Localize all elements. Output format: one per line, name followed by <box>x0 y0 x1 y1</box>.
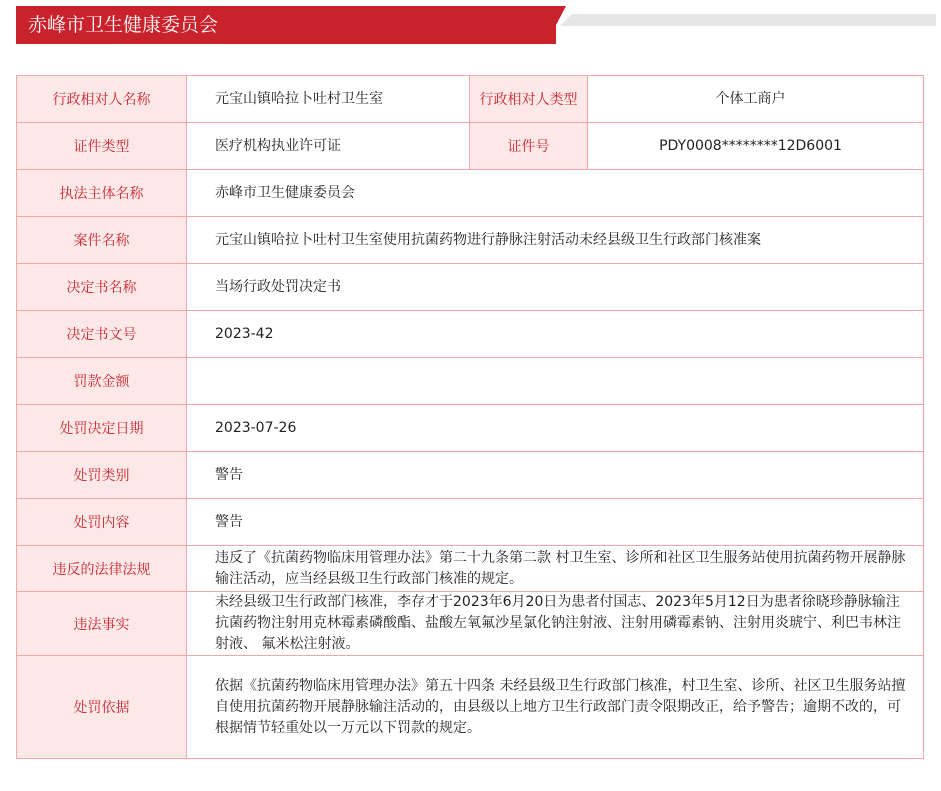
violated-law-value: 违反了《抗菌药物临床用管理办法》第二十九条第二款 村卫生室、诊所和社区卫生服务站使用抗菌药物开展静脉输注活动，应当经县级卫生行政部门核准的规定。 <box>187 546 924 592</box>
basis-value: 依据《抗菌药物临床用管理办法》第五十四条 未经县级卫生行政部门核准，村卫生室、诊所、社区卫生服务站擅自使用抗菌药物开展静脉输注活动的，由县级以上地方卫生行政部门责令限期改正，给予警告；逾期不改的，可根据情节轻重处以一万元以下罚款的规定。 <box>187 656 924 759</box>
table-row <box>17 76 924 123</box>
penalty-content-value: 警告 <box>187 499 924 546</box>
page-title-banner <box>16 6 556 44</box>
table-row <box>17 264 924 311</box>
enforcer-label: 执法主体名称 <box>17 170 187 217</box>
table-row <box>17 499 924 546</box>
party-name-value: 元宝山镇哈拉卜吐村卫生室 <box>187 76 470 123</box>
fine-value <box>187 358 924 405</box>
table-row <box>17 170 924 217</box>
table-row <box>17 405 924 452</box>
page-title: 赤峰市卫生健康委员会 <box>28 14 219 36</box>
table-row <box>17 217 924 264</box>
decision-date-value: 2023-07-26 <box>187 405 924 452</box>
cert-type-value: 医疗机构执业许可证 <box>187 123 470 170</box>
penalty-info-table <box>16 75 924 759</box>
decision-name-value: 当场行政处罚决定书 <box>187 264 924 311</box>
party-name-label: 行政相对人名称 <box>17 76 187 123</box>
enforcer-value: 赤峰市卫生健康委员会 <box>187 170 924 217</box>
table-row <box>17 452 924 499</box>
facts-value: 未经县级卫生行政部门核准，李存才于2023年6月20日为患者付国志、2023年5月12日为患者徐晓珍静脉输注抗菌药物注射用克林霉素磷酸酯、盐酸左氧氟沙星氯化钠注射液、注射用磷霉素钠、注射用炎琥宁、利巴韦林注射液、 氟米松注射液。 <box>187 592 924 656</box>
table-row <box>17 546 924 592</box>
table-row <box>17 656 924 759</box>
decision-name-label: 决定书名称 <box>17 264 187 311</box>
violated-law-label: 违反的法律法规 <box>17 546 187 592</box>
penalty-category-label: 处罚类别 <box>17 452 187 499</box>
cert-type-label: 证件类型 <box>17 123 187 170</box>
cert-no-label: 证件号 <box>470 123 588 170</box>
fine-label: 罚款金额 <box>17 358 187 405</box>
table-row <box>17 358 924 405</box>
penalty-category-value: 警告 <box>187 452 924 499</box>
cert-no-value: PDY0008********12D6001 <box>588 123 924 170</box>
table-row <box>17 592 924 656</box>
table-row <box>17 123 924 170</box>
case-name-label: 案件名称 <box>17 217 187 264</box>
decision-no-value: 2023-42 <box>187 311 924 358</box>
penalty-content-label: 处罚内容 <box>17 499 187 546</box>
facts-label: 违法事实 <box>17 592 187 656</box>
decision-no-label: 决定书文号 <box>17 311 187 358</box>
table-row <box>17 311 924 358</box>
party-type-value: 个体工商户 <box>588 76 924 123</box>
case-name-value: 元宝山镇哈拉卜吐村卫生室使用抗菌药物进行静脉注射活动未经县级卫生行政部门核准案 <box>187 217 924 264</box>
decision-date-label: 处罚决定日期 <box>17 405 187 452</box>
party-type-label: 行政相对人类型 <box>470 76 588 123</box>
banner-decorative-bar <box>560 14 936 26</box>
basis-label: 处罚依据 <box>17 656 187 759</box>
